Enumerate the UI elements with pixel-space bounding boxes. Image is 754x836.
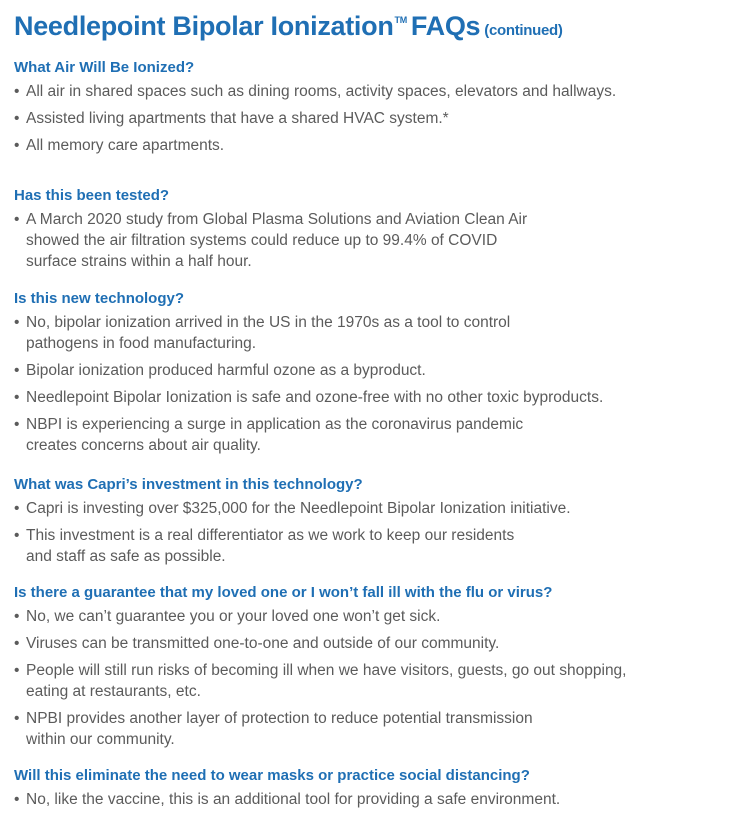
faq-answer-list bbox=[14, 789, 746, 810]
answer-text-line: Assisted living apartments that have a shared HVAC system.* bbox=[26, 110, 449, 127]
answer-text-line: Viruses can be transmitted one-to-one and outside of our community. bbox=[26, 635, 500, 652]
bullet-icon: • bbox=[14, 362, 20, 379]
answer-text-line: Capri is investing over $325,000 for the Needlepoint Bipolar Ionization initiative. bbox=[26, 500, 571, 517]
bullet-icon: • bbox=[14, 635, 20, 652]
faq-answer-list bbox=[14, 498, 746, 567]
faq-answer-item bbox=[14, 633, 746, 654]
faq-question: Is there a guarantee that my loved one or I won’t fall ill with the flu or virus? bbox=[14, 584, 553, 601]
bullet-icon: • bbox=[14, 83, 20, 100]
answer-text-line: creates concerns about air quality. bbox=[26, 437, 261, 454]
faq-section bbox=[14, 475, 746, 567]
faq-answer-list bbox=[14, 312, 746, 456]
faq-answer-item bbox=[14, 81, 746, 102]
answer-text-line: A March 2020 study from Global Plasma Solutions and Aviation Clean Air bbox=[26, 211, 528, 228]
bullet-icon: • bbox=[14, 710, 20, 727]
answer-text-line: This investment is a real differentiator as we work to keep our residents bbox=[26, 527, 515, 544]
faq-section bbox=[14, 583, 746, 750]
faq-answer-item bbox=[14, 387, 746, 408]
answer-text-line: All air in shared spaces such as dining rooms, activity spaces, elevators and hallways. bbox=[26, 83, 617, 100]
answer-text-line: No, we can’t guarantee you or your loved one won’t get sick. bbox=[26, 608, 441, 625]
bullet-icon: • bbox=[14, 314, 20, 331]
bullet-icon: • bbox=[14, 416, 20, 433]
answer-text-line: pathogens in food manufacturing. bbox=[26, 335, 257, 352]
faq-answer-item bbox=[14, 360, 746, 381]
faq-answer-item bbox=[14, 209, 746, 272]
title-end: FAQs bbox=[410, 11, 481, 41]
answer-text-line: No, bipolar ionization arrived in the US in the 1970s as a tool to control bbox=[26, 314, 511, 331]
answer-text-line: People will still run risks of becoming ill when we have visitors, guests, go out shopping, bbox=[26, 662, 627, 679]
answer-text-line: and staff as safe as possible. bbox=[26, 548, 226, 565]
answer-text-line: No, like the vaccine, this is an additional tool for providing a safe environment. bbox=[26, 791, 561, 808]
faq-question: Is this new technology? bbox=[14, 290, 185, 307]
title-main: Needlepoint Bipolar Ionization bbox=[14, 11, 394, 41]
faq-answer-item bbox=[14, 498, 746, 519]
answer-text-line: Bipolar ionization produced harmful ozone as a byproduct. bbox=[26, 362, 426, 379]
faq-answer-item bbox=[14, 708, 746, 750]
faq-answer-item bbox=[14, 135, 746, 156]
bullet-icon: • bbox=[14, 500, 20, 517]
answer-text-line: eating at restaurants, etc. bbox=[26, 683, 201, 700]
page-title bbox=[14, 2, 563, 49]
faq-section bbox=[14, 186, 746, 272]
bullet-icon: • bbox=[14, 608, 20, 625]
faq-answer-item bbox=[14, 312, 746, 354]
answer-text-line: NBPI is experiencing a surge in application as the coronavirus pandemic bbox=[26, 416, 524, 433]
answer-text-line: All memory care apartments. bbox=[26, 137, 225, 154]
bullet-icon: • bbox=[14, 791, 20, 808]
faq-question: What Air Will Be Ionized? bbox=[14, 59, 195, 76]
answer-text-line: NPBI provides another layer of protection to reduce potential transmission bbox=[26, 710, 533, 727]
answer-text-line: showed the air filtration systems could reduce up to 99.4% of COVID bbox=[26, 232, 498, 249]
faq-answer-item bbox=[14, 108, 746, 129]
faq-answer-item bbox=[14, 414, 746, 456]
faq-answer-item bbox=[14, 606, 746, 627]
faq-answer-list bbox=[14, 606, 746, 750]
faq-answer-item bbox=[14, 789, 746, 810]
answer-text-line: surface strains within a half hour. bbox=[26, 253, 252, 270]
continued-label: (continued) bbox=[484, 22, 563, 39]
bullet-icon: • bbox=[14, 389, 20, 406]
faq-question: Has this been tested? bbox=[14, 187, 170, 204]
faq-question: Will this eliminate the need to wear masks or practice social distancing? bbox=[14, 767, 530, 784]
bullet-icon: • bbox=[14, 137, 20, 154]
faq-section bbox=[14, 58, 746, 156]
faq-answer-list bbox=[14, 81, 746, 156]
faq-section bbox=[14, 289, 746, 456]
bullet-icon: • bbox=[14, 662, 20, 679]
faq-question: What was Capri’s investment in this technology? bbox=[14, 476, 363, 493]
faq-answer-list bbox=[14, 209, 746, 272]
answer-text-line: within our community. bbox=[26, 731, 175, 748]
faq-answer-item bbox=[14, 525, 746, 567]
bullet-icon: • bbox=[14, 211, 20, 228]
faq-section bbox=[14, 766, 746, 810]
bullet-icon: • bbox=[14, 110, 20, 127]
trademark-mark: TM bbox=[394, 15, 407, 25]
faq-answer-item bbox=[14, 660, 746, 702]
bullet-icon: • bbox=[14, 527, 20, 544]
answer-text-line: Needlepoint Bipolar Ionization is safe and ozone-free with no other toxic byproducts. bbox=[26, 389, 604, 406]
